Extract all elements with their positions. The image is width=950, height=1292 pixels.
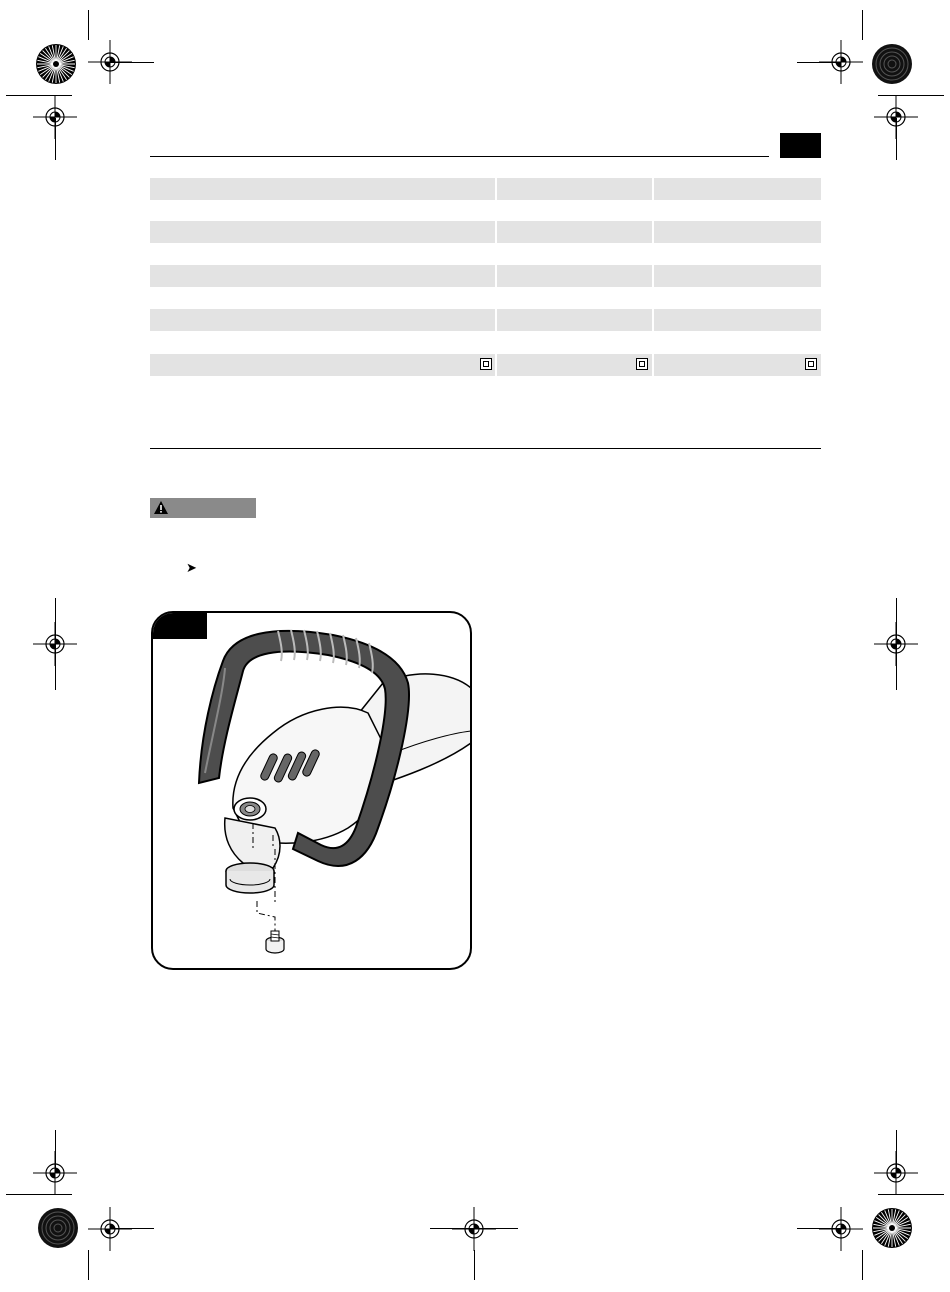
registration-wheel-top-right	[870, 42, 914, 86]
crop-mark	[878, 1194, 944, 1195]
protection-class-icon	[636, 358, 648, 370]
registration-wheel-top-left	[34, 42, 78, 86]
crop-mark	[55, 118, 56, 160]
crop-mark	[862, 1250, 863, 1280]
crosshair-mark	[452, 1207, 496, 1251]
language-tab	[780, 133, 821, 158]
crop-mark	[55, 1130, 56, 1172]
spec-row	[150, 221, 821, 243]
crop-mark	[896, 1130, 897, 1172]
protection-class-icon	[480, 358, 492, 370]
spec-row	[150, 331, 821, 353]
spec-row	[150, 200, 821, 222]
crop-mark	[862, 10, 863, 40]
registration-wheel-bottom-left	[36, 1206, 80, 1250]
crop-mark	[896, 598, 897, 690]
spec-row	[150, 243, 821, 265]
crop-mark	[55, 598, 56, 690]
crop-mark	[797, 1228, 841, 1229]
crop-mark	[110, 62, 154, 63]
warning-triangle-icon	[153, 500, 169, 516]
spec-row	[150, 309, 821, 331]
spec-row	[150, 178, 821, 200]
protection-class-icon	[805, 358, 817, 370]
crop-mark	[430, 1228, 518, 1229]
crop-mark	[6, 95, 72, 96]
crosshair-mark	[819, 1207, 863, 1251]
crop-mark	[797, 62, 841, 63]
spec-row	[150, 354, 821, 376]
crop-mark	[474, 1250, 475, 1280]
crop-mark	[878, 95, 944, 96]
registration-wheel-bottom-right	[870, 1206, 914, 1250]
crop-mark	[896, 118, 897, 160]
loop-handle-illustration	[153, 613, 470, 968]
crop-mark	[110, 1228, 154, 1229]
spec-row	[150, 287, 821, 309]
figure-label	[153, 613, 207, 639]
crop-mark	[6, 1194, 72, 1195]
crop-mark	[88, 10, 89, 40]
section-rule	[150, 448, 821, 449]
spec-row	[150, 265, 821, 287]
figure-frame	[151, 611, 472, 970]
arrow-right-icon: ➤	[186, 560, 197, 575]
crop-mark	[88, 1250, 89, 1280]
crosshair-mark	[88, 1207, 132, 1251]
header-rule	[150, 156, 769, 157]
